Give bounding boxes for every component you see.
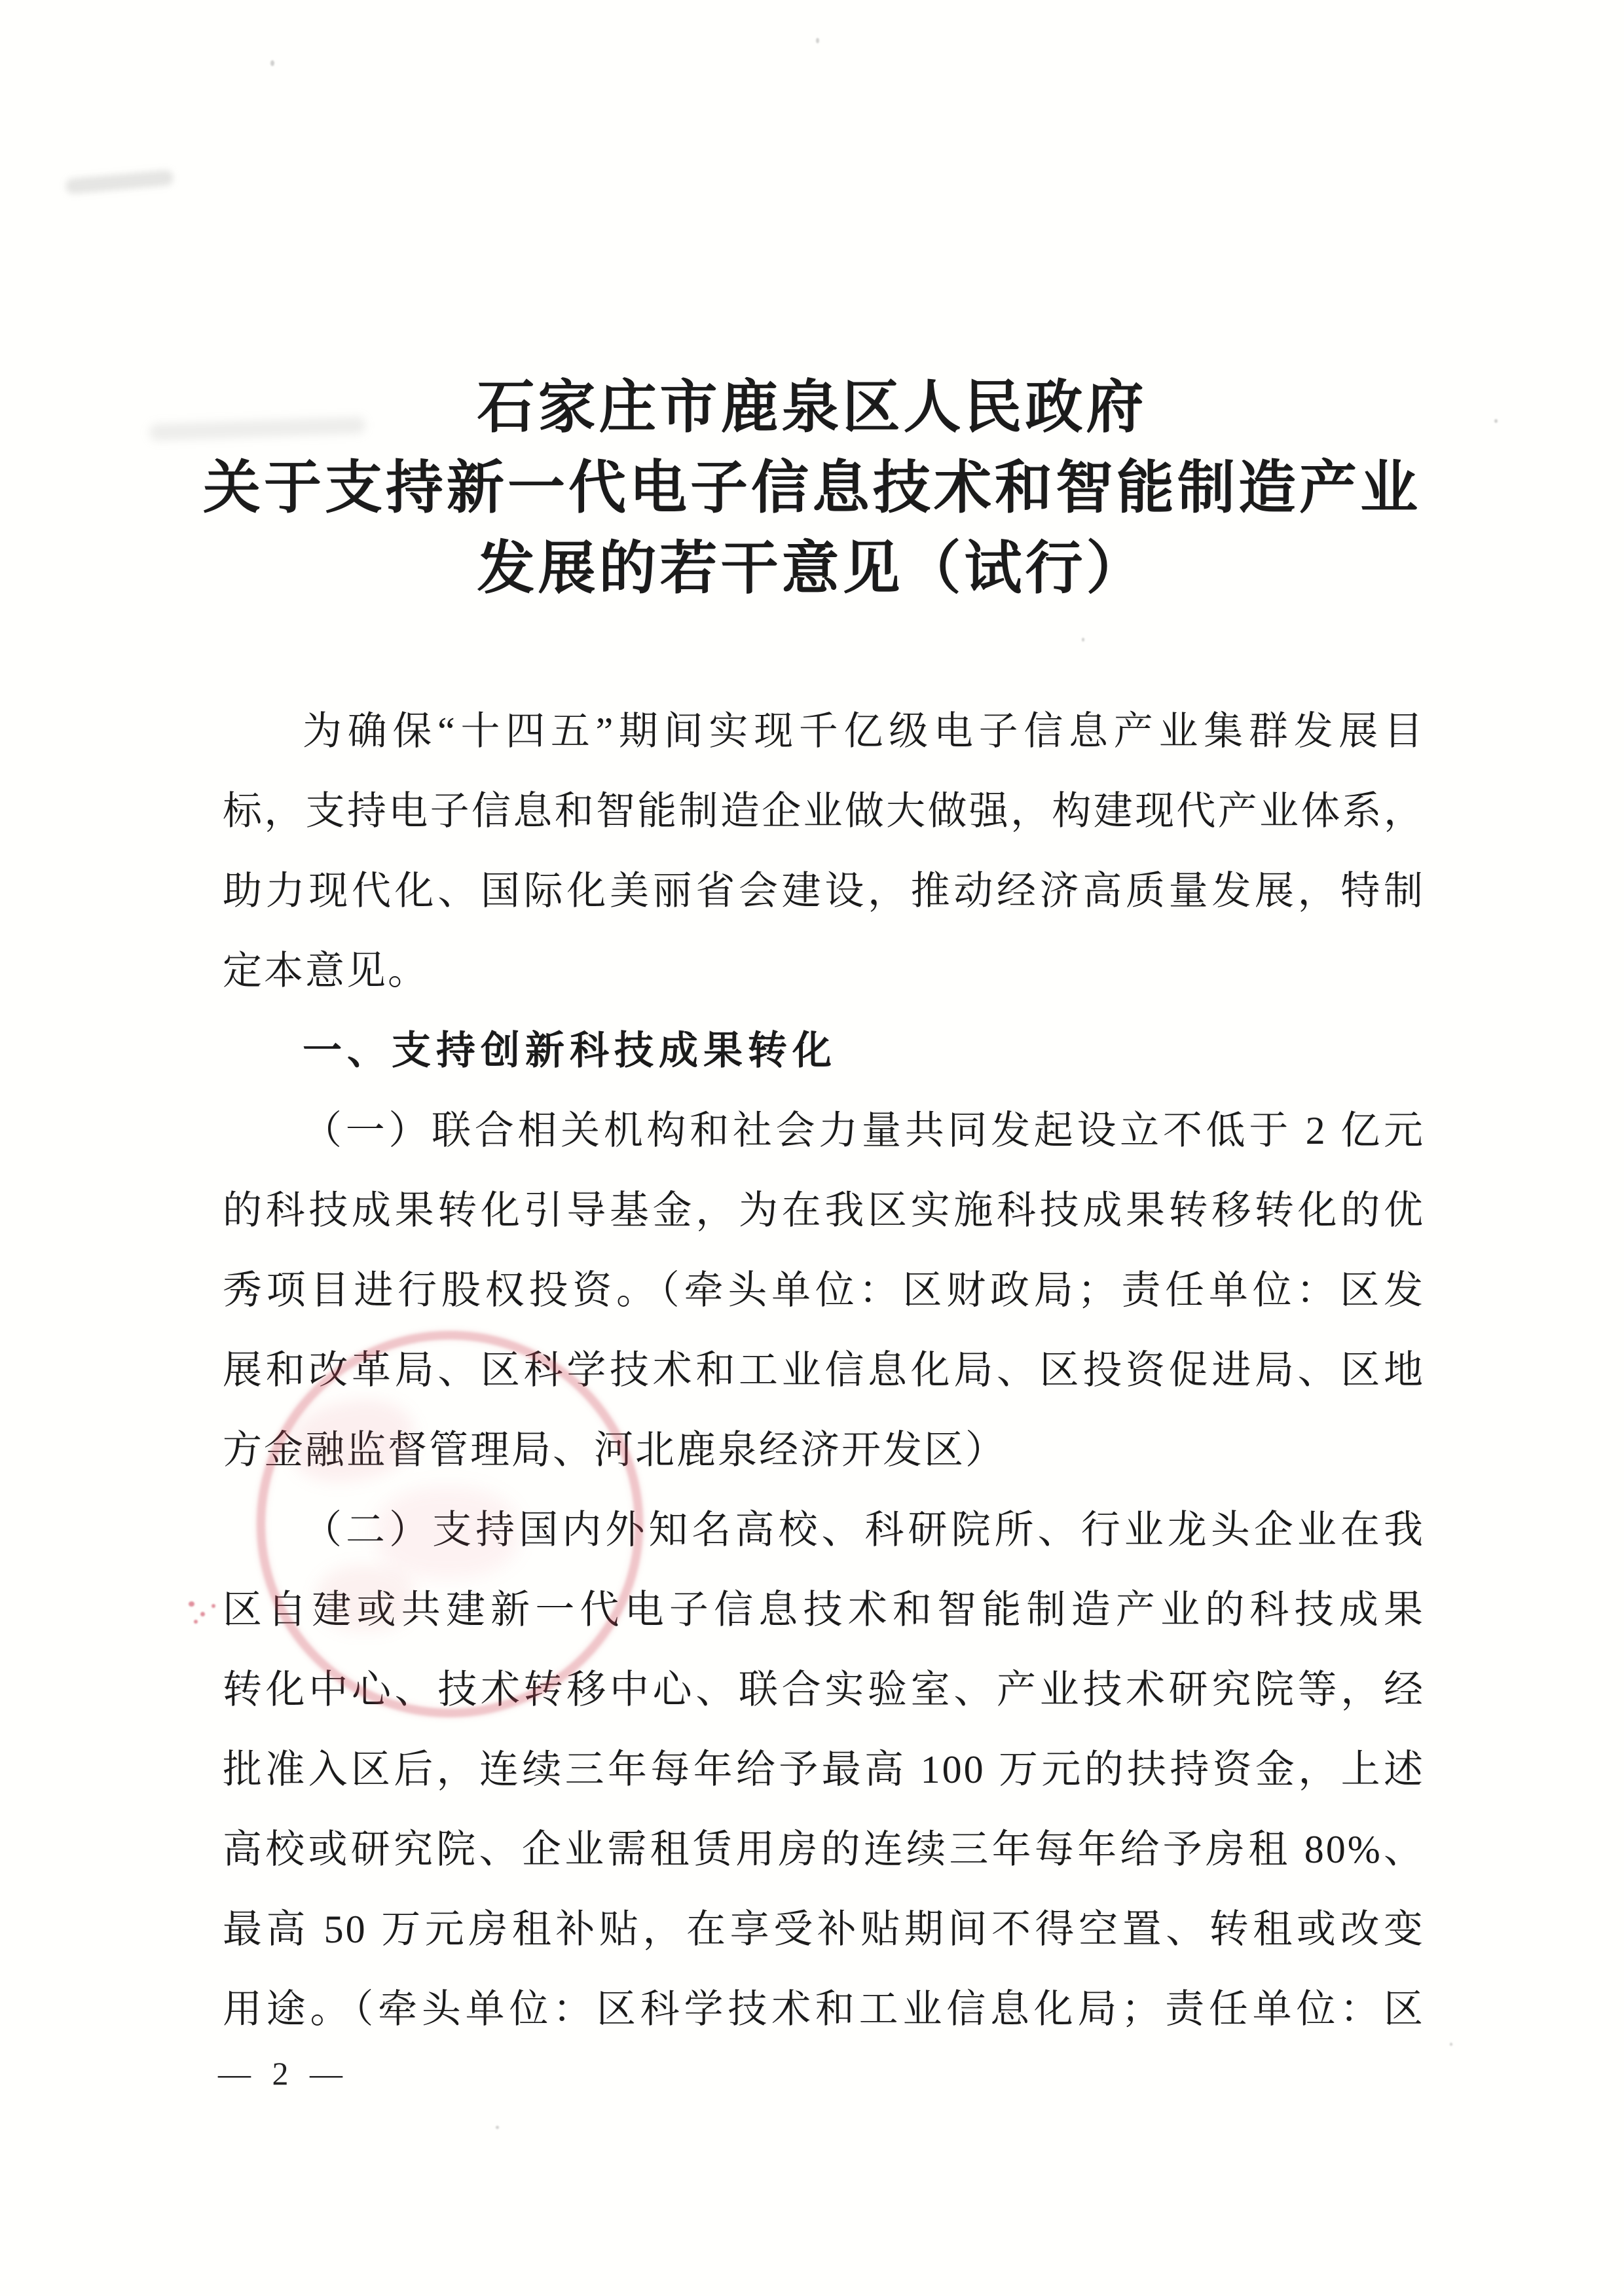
red-ink-speck	[200, 1612, 205, 1616]
seal-ink-ghost	[284, 1391, 420, 1490]
scan-speck	[496, 2126, 499, 2129]
official-seal-stamp-icon	[257, 1331, 643, 1717]
red-ink-speck	[212, 1604, 215, 1608]
document-title	[0, 368, 1624, 610]
red-ink-speck	[194, 1620, 198, 1624]
scan-speck	[270, 60, 274, 66]
body-line: 定本意见。	[223, 949, 429, 993]
body-line: 区自建或共建新一代电子信息技术和智能制造产业的科技成果	[223, 1588, 1425, 1631]
scan-speck	[1450, 2043, 1452, 2046]
body-line: （一）联合相关机构和社会力量共同发起设立不低于 2 亿元	[303, 1109, 1425, 1152]
seal-ink-ghost	[316, 1565, 415, 1631]
seal-ink-ghost	[375, 1487, 519, 1578]
body-line: 最高 50 万元房租补贴，在享受补贴期间不得空置、转租或改变	[223, 1908, 1425, 1951]
body-line: 助力现代化、国际化美丽省会建设，推动经济高质量发展，特制	[223, 869, 1425, 913]
body-line: 方金融监督管理局、河北鹿泉经济开发区）	[223, 1429, 1006, 1472]
title-line-2: 关于支持新一代电子信息技术和智能制造产业	[202, 457, 1421, 520]
body-line: 高校或研究院、企业需租赁用房的连续三年每年给予房租 80%、	[223, 1828, 1425, 1871]
body-line: 的科技成果转化引导基金，为在我区实施科技成果转移转化的优	[223, 1189, 1425, 1232]
scan-speck	[1082, 638, 1084, 642]
title-line-1: 石家庄市鹿泉区人民政府	[477, 376, 1147, 440]
body-line: 为确保“十四五”期间实现千亿级电子信息产业集群发展目	[303, 710, 1425, 753]
scan-smudge	[65, 170, 174, 194]
section-heading: 一、支持创新科技成果转化	[303, 1029, 837, 1072]
body-line: 批准入区后，连续三年每年给予最高 100 万元的扶持资金，上述	[223, 1748, 1425, 1791]
scan-speck	[816, 38, 819, 43]
body-line: 用途。（牵头单位：区科学技术和工业信息化局；责任单位：区	[223, 1988, 1425, 2031]
body-line: 标，支持电子信息和智能制造企业做大做强，构建现代产业体系，	[223, 790, 1425, 833]
page-number: — 2 —	[218, 2055, 349, 2092]
title-line-3: 发展的若干意见（试行）	[477, 538, 1147, 601]
body-line: 展和改革局、区科学技术和工业信息化局、区投资促进局、区地	[223, 1349, 1425, 1392]
body-line: 转化中心、技术转移中心、联合实验室、产业技术研究院等，经	[223, 1668, 1425, 1711]
body-line: （二）支持国内外知名高校、科研院所、行业龙头企业在我	[303, 1508, 1425, 1552]
body-line: 秀项目进行股权投资。（牵头单位：区财政局；责任单位：区发	[223, 1269, 1425, 1312]
red-ink-speck	[189, 1601, 194, 1607]
